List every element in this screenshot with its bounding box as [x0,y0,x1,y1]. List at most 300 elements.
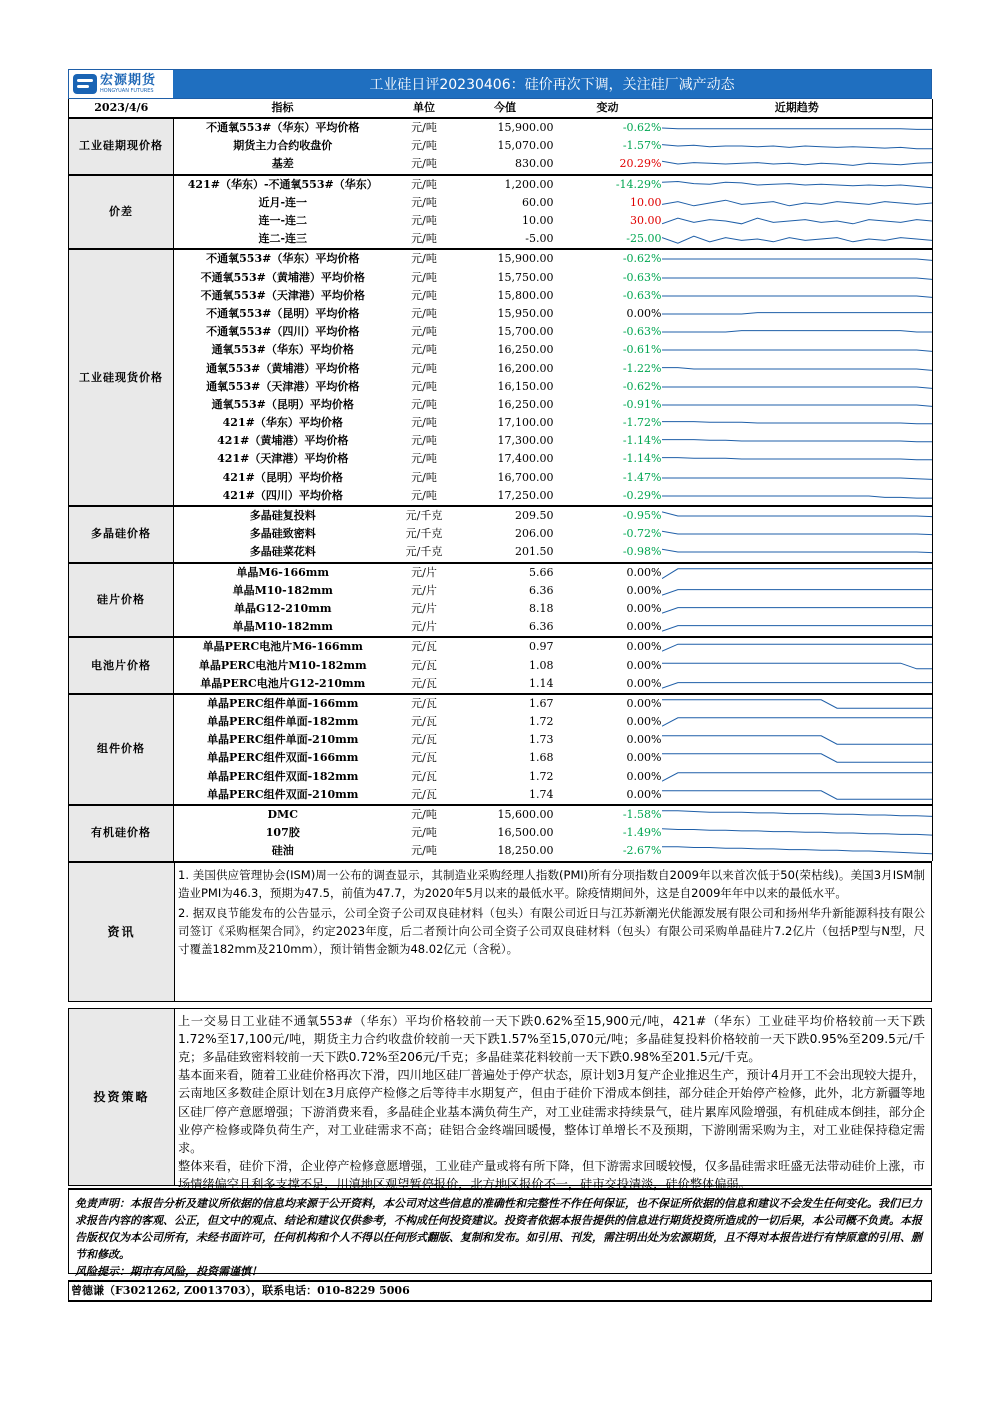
indicator-cell: 不通氧553#（华东）平均价格 [174,249,392,268]
change-cell: 0.00% [626,733,662,747]
change-cell: -1.14% [622,452,662,466]
report-title: 工业硅日评20230406：硅价再次下调，关注硅厂减产动态 [369,77,735,93]
company-logo [69,70,173,98]
unit-cell: 元/瓦 [392,694,457,713]
value-cell: 1.68 [529,751,554,765]
sparkline-chart [662,121,933,135]
unit-cell: 元/吨 [392,118,457,137]
trend-sparkline [662,786,933,805]
sparkline-line [662,331,933,332]
trend-sparkline [662,637,933,656]
indicator-cell: 通氧553#（华东）平均价格 [211,343,354,357]
category-cell: 工业硅期现价格 [69,118,174,175]
sparkline-chart [662,826,933,840]
unit-cell: 元/片 [392,563,457,582]
sparkline-line [662,367,933,370]
table-row [69,432,933,450]
value-cell: 1.14 [529,676,554,690]
table-row [69,713,933,731]
indicator-cell: 单晶M10-182mm [232,620,333,634]
change-cell: 0.00% [626,676,662,690]
unit-cell: 元/瓦 [411,787,437,801]
header-change: 变动 [554,99,662,118]
change-cell: -2.67% [622,844,662,858]
sparkline-line [662,550,933,554]
table-row [69,786,933,805]
unit-cell: 元/吨 [411,270,437,284]
indicator-cell: 单晶PERC组件单面-166mm [174,694,392,713]
trend-sparkline [662,824,933,842]
unit-cell: 元/吨 [411,452,437,466]
sparkline-chart [662,343,933,357]
value-cell: 1.72 [529,769,554,783]
risk-warning: 风险提示：期市有风险，投资需谨慎！ [75,1264,262,1278]
indicator-cell: 单晶PERC电池片M6-166mm [174,637,392,656]
value-cell: 830.00 [515,157,554,171]
indicator-cell: 期货主力合约收盘价 [233,139,333,153]
sparkline-chart [662,677,933,691]
table-row [69,768,933,786]
sparkline-line [662,718,933,726]
value-cell: 17,100.00 [497,416,554,430]
indicator-cell: 多晶硅菜花料 [249,545,316,559]
table-row [69,637,933,656]
header-date: 2023/4/6 [69,99,174,118]
table-row [69,396,933,414]
trend-sparkline [662,287,933,305]
indicator-cell: 连二-连三 [258,232,308,246]
trend-sparkline [662,805,933,824]
category-cell: 组件价格 [69,694,174,805]
indicator-cell: 单晶M10-182mm [232,583,333,597]
trend-sparkline [662,506,933,525]
change-cell: 0.00% [554,637,662,656]
change-cell: 0.00% [554,694,662,713]
unit-cell: 元/瓦 [411,751,437,765]
indicator-cell: 421#（黄埔港）平均价格 [217,434,349,448]
table-row [69,582,933,600]
sparkline-line [662,829,933,835]
change-cell: 0.00% [626,583,662,597]
trend-sparkline [662,675,933,694]
sparkline-line [662,296,933,297]
table-row [69,469,933,487]
strategy-paragraph-3: 整体来看，硅价下滑，企业停产检修意愿增强，工业硅产量或将有所下降，但下游需求回暖较慢，仅多晶硅需求旺盛无法带动硅价上涨，市场情绪偏空且利多支撑不足，川滇地区观望暂停报价，北方地区报价不一，硅市交投清淡，硅价整体偏弱。 [178,1159,925,1192]
sparkline-line [662,478,933,479]
sparkline-line [662,700,933,708]
sparkline-chart [662,640,933,654]
trend-sparkline [662,543,933,562]
header-trend: 近期趋势 [662,99,933,118]
value-cell: 1.74 [529,787,554,801]
change-cell: -1.49% [622,826,662,840]
trend-sparkline [662,194,933,212]
value-cell: -5.00 [525,232,554,246]
sparkline-line [662,754,933,762]
sparkline-chart [662,434,933,448]
unit-cell: 元/吨 [411,470,437,484]
sparkline-chart [662,527,933,541]
value-cell: 201.50 [515,545,554,559]
sparkline-chart [662,566,933,580]
sparkline-chart [662,452,933,466]
table-row [69,323,933,341]
unit-cell: 元/片 [411,583,437,597]
unit-cell: 元/吨 [411,844,437,858]
value-cell: 16,200.00 [497,361,554,375]
value-cell: 15,700.00 [497,325,554,339]
sparkline-line [662,736,933,744]
trend-sparkline [662,713,933,731]
change-cell: 0.00% [626,620,662,634]
unit-cell: 元/千克 [405,545,443,559]
unit-cell: 元/片 [411,601,437,615]
unit-cell: 元/瓦 [411,769,437,783]
change-cell: 30.00 [630,214,662,228]
change-cell: -25.00 [626,232,662,246]
category-cell: 电池片价格 [69,637,174,694]
report-header [68,69,932,99]
value-cell: 5.66 [457,563,554,582]
indicator-cell: 421#（昆明）平均价格 [222,470,343,484]
trend-sparkline [662,487,933,506]
sparkline-chart [662,196,933,210]
sparkline-line [662,645,933,652]
report-page [68,69,932,1302]
unit-cell: 元/吨 [411,434,437,448]
change-cell: 0.00% [626,306,662,320]
sparkline-chart [662,715,933,729]
indicator-cell: 多晶硅致密料 [249,527,316,541]
unit-cell: 元/吨 [411,139,437,153]
indicator-cell: 单晶PERC组件双面-210mm [207,787,359,801]
trend-sparkline [662,582,933,600]
category-cell: 有机硅价格 [69,805,174,861]
trend-sparkline [662,525,933,543]
sparkline-chart [662,471,933,485]
indicator-cell: 硅油 [271,844,294,858]
sparkline-chart [662,178,933,192]
header-indicator: 指标 [174,99,392,118]
trend-sparkline [662,396,933,414]
sparkline-line [662,791,933,799]
unit-cell: 元/瓦 [392,637,457,656]
sparkline-chart [662,788,933,802]
table-row [69,212,933,230]
value-cell: 15,750.00 [497,270,554,284]
trend-sparkline [662,249,933,268]
unit-cell: 元/千克 [405,527,443,541]
unit-cell: 元/吨 [411,214,437,228]
category-cell: 价差 [69,175,174,250]
category-cell: 硅片价格 [69,563,174,638]
indicator-cell: 近月-连一 [258,195,308,209]
unit-cell: 元/吨 [411,379,437,393]
change-cell: -1.57% [622,139,662,153]
sparkline-line [662,218,933,224]
value-cell: 1.72 [529,715,554,729]
unit-cell: 元/吨 [411,157,437,171]
strategy-paragraph-2: 基本面来看，随着工业硅价格再次下滑，四川地区硅厂普遍处于停产状态，原计划3月复产企业推迟生产，预计4月开工不会出现较大提升，云南地区多数硅企原计划在3月底停产检修之后等待丰水期复产，但由于硅价下滑成本倒挂，部分硅企开始停产检修，此外，北方新疆等地区硅厂停产意愿增强；下游消费来看，多晶硅企业基本满负荷生产，对工业硅需求持续景气，硅片累库风险增强，有机硅成本倒挂，部分企业停产检修或降负荷生产，对工业硅需求不高；硅铝合金终端回暖慢，整体订单增长不及预期，下游刚需采购为主，对工业硅保持稳定需求。 [178,1068,925,1155]
table-row [69,487,933,506]
indicator-cell: 通氧553#（天津港）平均价格 [206,379,360,393]
table-row [69,805,933,824]
unit-cell: 元/吨 [411,343,437,357]
sparkline-line [662,811,933,817]
unit-cell: 元/吨 [411,397,437,411]
sparkline-chart [662,509,933,523]
sparkline-chart [662,545,933,559]
change-cell: -0.62% [554,249,662,268]
value-cell: 6.36 [529,583,554,597]
value-cell: 17,300.00 [497,434,554,448]
trend-sparkline [662,694,933,713]
value-cell: 16,700.00 [497,470,554,484]
value-cell: 16,250.00 [497,397,554,411]
change-cell: 0.00% [626,715,662,729]
sparkline-line [662,200,933,206]
sparkline-chart [662,307,933,321]
trend-sparkline [662,600,933,618]
unit-cell: 元/吨 [411,195,437,209]
trend-sparkline [662,656,933,674]
sparkline-chart [662,252,933,266]
sparkline-line [662,128,933,129]
trend-sparkline [662,450,933,468]
table-row [69,506,933,525]
sparkline-chart [662,584,933,598]
indicator-cell: 基差 [271,157,294,171]
sparkline-line [662,589,933,595]
sparkline-chart [662,751,933,765]
indicator-cell: 不通氧553#（华东）平均价格 [174,118,392,137]
table-row [69,414,933,432]
table-row [69,600,933,618]
sparkline-line [662,458,933,460]
sparkline-chart [662,157,933,171]
change-cell: 0.00% [626,769,662,783]
indicator-cell: 单晶PERC电池片M10-182mm [198,658,367,672]
indicator-cell: 单晶G12-210mm [233,601,332,615]
change-cell: -0.95% [554,506,662,525]
trend-sparkline [662,118,933,137]
indicator-cell: 421#（华东）平均价格 [222,416,343,430]
unit-cell: 元/瓦 [411,715,437,729]
table-row [69,543,933,562]
news-item-1: 1. 美国供应管理协会(ISM)周一公布的调查显示，其制造业采购经理人指数(PMI)所有分项指数自2009年以来首次低于50(荣枯线)。美国3月ISM制造业PMI为46.3，预期为47.5，前值为47.7，为2020年5月以来的最低水平。除疫情期间外，这是自2009年年中以来的最低水平。 [178,867,925,900]
unit-cell: 元/吨 [411,488,437,502]
trend-sparkline [662,842,933,860]
indicator-cell: 单晶PERC电池片G12-210mm [200,676,366,690]
unit-cell: 元/瓦 [411,733,437,747]
sparkline-chart [662,139,933,153]
table-row [69,155,933,174]
sparkline-chart [662,770,933,784]
table-row [69,359,933,377]
change-cell: 0.00% [626,787,662,801]
price-table [68,99,933,861]
indicator-cell: 421#（四川）平均价格 [222,488,343,502]
sparkline-line [662,313,933,314]
sparkline-chart [662,325,933,339]
sparkline-line [662,531,933,535]
trend-sparkline [662,212,933,230]
unit-cell: 元/片 [411,620,437,634]
trend-sparkline [662,359,933,377]
trend-sparkline [662,230,933,249]
sparkline-line [662,278,933,279]
change-cell: -0.63% [622,325,662,339]
indicator-cell: 单晶PERC组件单面-182mm [207,715,359,729]
unit-cell: 元/瓦 [411,676,437,690]
table-row [69,824,933,842]
value-cell: 1.67 [457,694,554,713]
unit-cell: 元/吨 [392,175,457,194]
value-cell: 15,900.00 [457,118,554,137]
trend-sparkline [662,323,933,341]
disclaimer [68,1188,932,1278]
table-row [69,842,933,860]
logo-subtext: HONGYUAN FUTURES [100,88,154,94]
value-cell: 10.00 [522,214,554,228]
indicator-cell: 不通氧553#（四川）平均价格 [206,325,360,339]
sparkline-line [662,422,933,424]
change-cell: -1.14% [622,434,662,448]
change-cell: -0.29% [622,488,662,502]
unit-cell: 元/吨 [411,306,437,320]
table-row [69,749,933,767]
sparkline-chart [662,232,933,246]
strategy-paragraph-1: 上一交易日工业硅不通氧553#（华东）平均价格较前一天下跌0.62%至15,900元/吨，421#（华东）工业硅平均价格较前一天下跌1.72%至17,100元/吨，期货主力合约收盘价较前一天下跌1.57%至15,070元/吨；多晶硅复投料价格较前一天下跌0.95%至209.5元/千克；多晶硅致密料较前一天下跌0.72%至206元/千克；多晶硅菜花料较前一天下跌0.98%至201.5元/千克。 [178,1013,925,1064]
trend-sparkline [662,432,933,450]
trend-sparkline [662,341,933,359]
sparkline-chart [662,380,933,394]
indicator-cell: 单晶M6-166mm [174,563,392,582]
change-cell: -0.62% [554,118,662,137]
table-row [69,137,933,155]
table-row [69,249,933,268]
sparkline-chart [662,362,933,376]
indicator-cell: 107胶 [265,826,300,840]
value-cell: 6.36 [529,620,554,634]
table-row [69,341,933,359]
logo-icon [73,74,97,94]
table-row [69,118,933,137]
change-cell: -0.62% [622,379,662,393]
strategy-label: 投资策略 [69,1009,175,1185]
news-section [68,861,932,1002]
indicator-cell: 连一-连二 [258,214,308,228]
change-cell: 0.00% [626,658,662,672]
value-cell: 1,200.00 [457,175,554,194]
sparkline-line [662,772,933,780]
sparkline-line [662,608,933,614]
sparkline-line [662,259,933,260]
unit-cell: 元/吨 [392,249,457,268]
news-label: 资讯 [69,863,175,1001]
change-cell: -0.63% [622,270,662,284]
sparkline-line [662,626,933,632]
value-cell: 1.08 [529,658,554,672]
logo-text: 宏源期货 [100,73,157,88]
value-cell: 17,400.00 [497,452,554,466]
change-cell: -0.61% [622,343,662,357]
indicator-cell: 单晶PERC组件双面-166mm [207,751,359,765]
unit-cell: 元/吨 [392,805,457,824]
sparkline-chart [662,620,933,634]
trend-sparkline [662,414,933,432]
change-cell: 0.00% [626,601,662,615]
unit-cell: 元/瓦 [411,658,437,672]
trend-sparkline [662,469,933,487]
sparkline-chart [662,844,933,858]
value-cell: 15,800.00 [497,288,554,302]
table-row [69,230,933,249]
table-row [69,675,933,694]
indicator-cell: 通氧553#（昆明）平均价格 [211,397,354,411]
value-cell: 16,500.00 [497,826,554,840]
change-cell: -14.29% [554,175,662,194]
table-header-row [69,99,933,118]
value-cell: 15,950.00 [497,306,554,320]
sparkline-chart [662,733,933,747]
change-cell: -0.91% [622,397,662,411]
unit-cell: 元/吨 [411,361,437,375]
unit-cell: 元/千克 [392,506,457,525]
value-cell: 16,250.00 [497,343,554,357]
change-cell: 0.00% [626,751,662,765]
sparkline-line [662,350,933,351]
table-row [69,378,933,396]
change-cell: 0.00% [554,563,662,582]
sparkline-line [662,405,933,406]
header-value: 今值 [457,99,554,118]
trend-sparkline [662,305,933,323]
table-row [69,731,933,749]
trend-sparkline [662,269,933,287]
table-row [69,194,933,212]
sparkline-line [662,181,933,187]
sparkline-chart [662,489,933,503]
trend-sparkline [662,137,933,155]
trend-sparkline [662,618,933,637]
sparkline-line [662,496,933,498]
unit-cell: 元/吨 [411,416,437,430]
table-row [69,618,933,637]
sparkline-line [662,440,933,442]
sparkline-line [662,847,933,854]
sparkline-line [662,387,933,388]
category-cell: 多晶硅价格 [69,506,174,563]
analyst-contact: 曾德谦（F3021262, Z0013703），联系电话：010-8229 5006 [68,1280,932,1302]
disclaimer-text: 免责声明：本报告分析及建议所依据的信息均来源于公开资料，本公司对这些信息的准确性和完整性不作任何保证，也不保证所依据的信息和建议不会发生任何变化。我们已力求报告内容的客观、公正，但文中的观点、结论和建议仅供参考，不构成任何投资建议。投资者依据本报告提供的信息进行期货投资所造成的一切后果，本公司概不负责。本报告版权仅为本公司所有，未经书面许可，任何机构和个人不得以任何形式翻版、复制和发布。如引用、刊发，需注明出处为宏源期货，且不得对本报告进行有悖原意的引用、删节和修改。 [75,1196,922,1261]
value-cell: 206.00 [515,527,554,541]
sparkline-chart [662,697,933,711]
value-cell: 15,600.00 [457,805,554,824]
strategy-section [68,1008,932,1192]
change-cell: -0.98% [622,545,662,559]
trend-sparkline [662,768,933,786]
table-row [69,287,933,305]
value-cell: 8.18 [529,601,554,615]
sparkline-line [662,568,933,578]
value-cell: 17,250.00 [497,488,554,502]
sparkline-chart [662,289,933,303]
news-item-2: 2. 据双良节能发布的公告显示，公司全资子公司双良硅材料（包头）有限公司近日与江苏新潮光伏能源发展有限公司和扬州华升新能源科技有限公司签订《采购框架合同》，约定2023年度，后二者预计向公司全资子公司双良硅材料（包头）有限公司采购单晶硅片7.2亿片（包括P型与N型，尺寸覆盖182mm及210mm），预计销售金额为48.02亿元（含税）。 [178,905,925,956]
indicator-cell: DMC [174,805,392,824]
change-cell: 20.29% [619,157,662,171]
trend-sparkline [662,749,933,767]
